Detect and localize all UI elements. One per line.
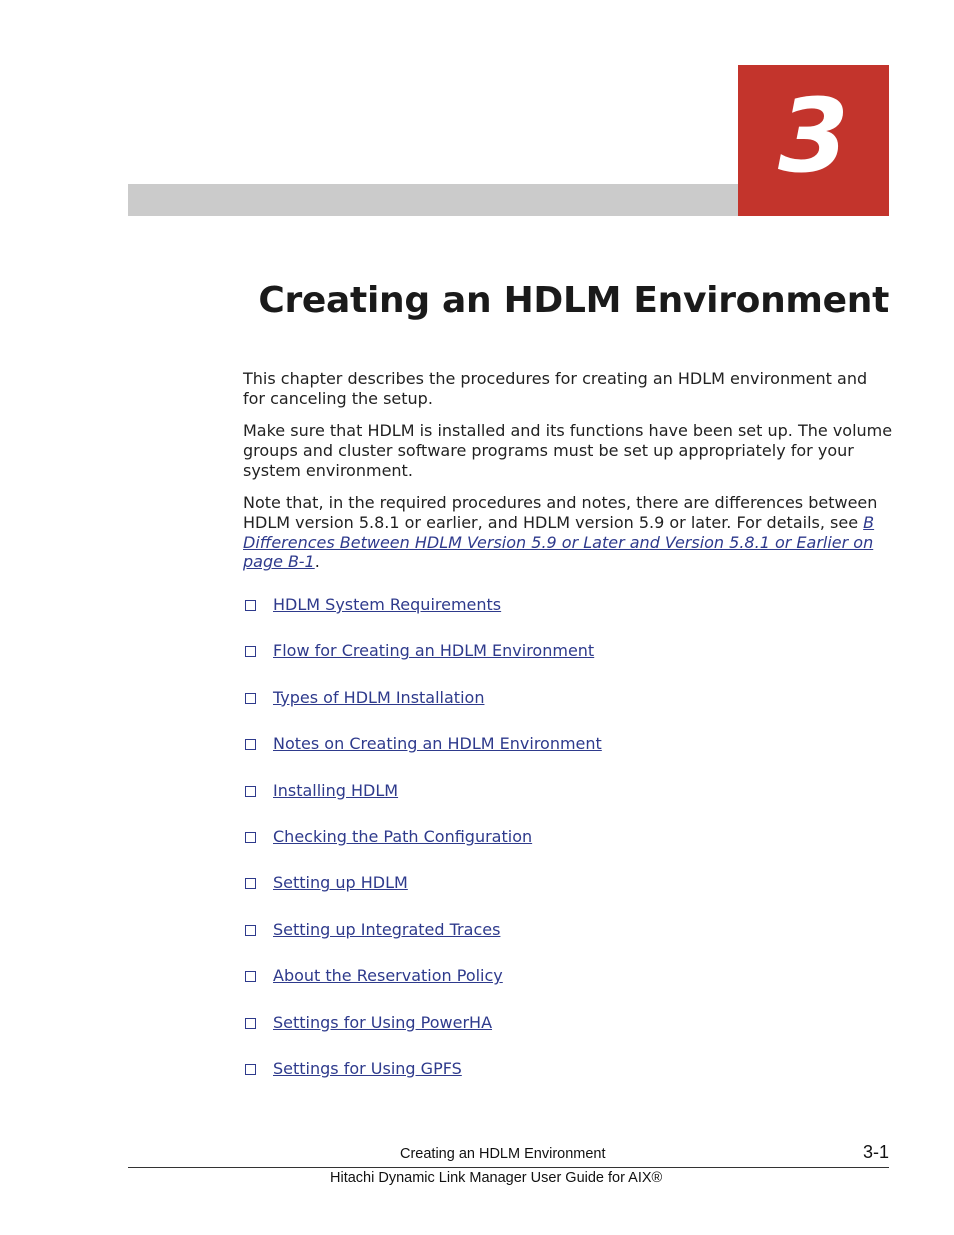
square-bullet-icon [245, 832, 256, 843]
toc-link-reservation-policy[interactable]: About the Reservation Policy [273, 966, 503, 986]
toc-link-notes-on-creating[interactable]: Notes on Creating an HDLM Environment [273, 734, 602, 754]
square-bullet-icon [245, 1018, 256, 1029]
chapter-title: Creating an HDLM Environment [258, 280, 889, 321]
square-bullet-icon [245, 693, 256, 704]
toc-link-checking-path-config[interactable]: Checking the Path Configuration [273, 826, 533, 846]
toc-item [243, 873, 602, 919]
square-bullet-icon [245, 739, 256, 750]
intro-paragraph-2: Make sure that HDLM is installed and its functions have been set up. The volume groups and cluster software programs must be set up appropriately for your system environment. [243, 421, 893, 480]
intro-paragraph-3 [243, 493, 893, 572]
toc-link-powerha[interactable]: Settings for Using PowerHA [273, 1012, 493, 1032]
toc-item [243, 734, 602, 780]
footer-page-number: 3-1 [862, 1142, 889, 1162]
toc-link-setting-up-hdlm[interactable]: Setting up HDLM [273, 873, 408, 893]
toc-item [243, 1059, 602, 1105]
square-bullet-icon [245, 786, 256, 797]
chapter-toc [243, 595, 602, 1105]
square-bullet-icon [245, 878, 256, 889]
chapter-number-box [738, 65, 889, 216]
square-bullet-icon [245, 971, 256, 982]
toc-item [243, 920, 602, 966]
toc-item [243, 966, 602, 1012]
footer-guide-title: Hitachi Dynamic Link Manager User Guide for AIX® [330, 1170, 663, 1186]
toc-item [243, 1013, 602, 1059]
footer-chapter-title: Creating an HDLM Environment [400, 1146, 606, 1162]
intro-text [243, 369, 893, 585]
toc-item [243, 595, 602, 641]
toc-link-types-of-installation[interactable]: Types of HDLM Installation [273, 687, 485, 707]
intro-paragraph-3-text: Note that, in the required procedures and notes, there are differences between HDLM version 5.8.1 or earlier, and HDLM version 5.9 or later. For details, see [243, 492, 878, 532]
footer-divider [128, 1167, 889, 1168]
intro-paragraph-1: This chapter describes the procedures for creating an HDLM environment and for canceling the setup. [243, 369, 868, 408]
toc-link-system-requirements[interactable]: HDLM System Requirements [273, 595, 502, 614]
appendix-b-link[interactable]: B Differences Between HDLM Version 5.9 or Later and Version 5.8.1 or Earlier on page B-1 [243, 512, 875, 572]
toc-item [243, 688, 602, 734]
chapter-number: 3 [778, 76, 849, 196]
toc-link-flow-for-creating[interactable]: Flow for Creating an HDLM Environment [273, 641, 595, 661]
square-bullet-icon [245, 925, 256, 936]
square-bullet-icon [245, 646, 256, 657]
toc-link-gpfs[interactable]: Settings for Using GPFS [273, 1058, 462, 1078]
toc-item [243, 641, 602, 687]
chapter-header-band [128, 184, 738, 216]
toc-link-integrated-traces[interactable]: Setting up Integrated Traces [273, 919, 501, 939]
toc-item [243, 827, 602, 873]
square-bullet-icon [245, 1064, 256, 1075]
toc-item [243, 781, 602, 827]
square-bullet-icon [245, 600, 256, 611]
toc-link-installing-hdlm[interactable]: Installing HDLM [273, 780, 399, 800]
intro-paragraph-3-end: . [314, 552, 320, 572]
